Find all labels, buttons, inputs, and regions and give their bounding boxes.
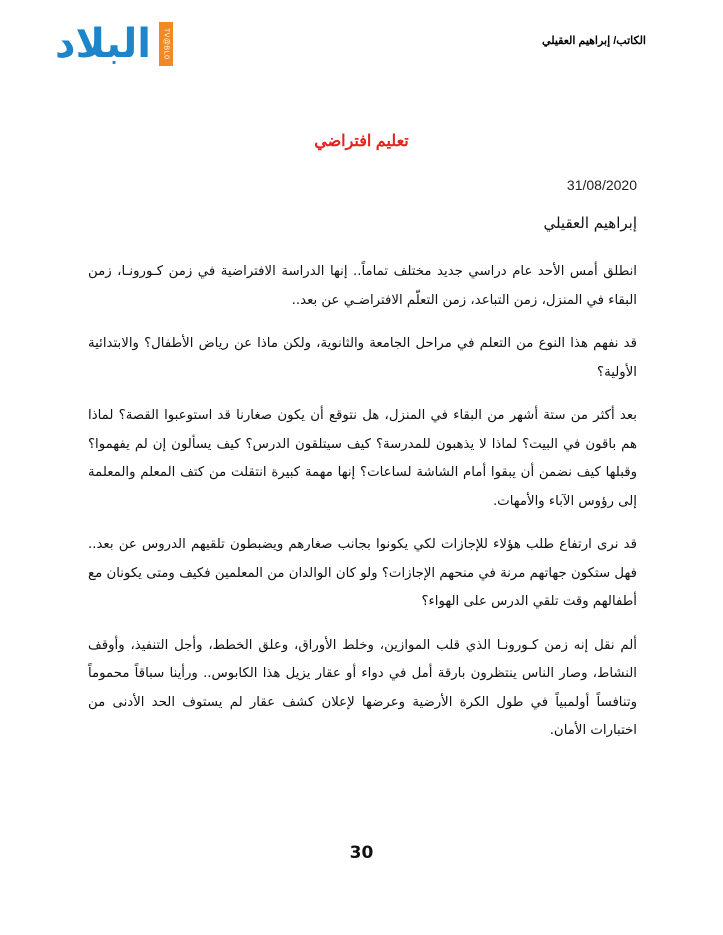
logo-wordmark: البلاد <box>55 21 151 67</box>
paragraph: بعد أكثر من ستة أشهر من البقاء في المنزل، هل نتوقع أن يكون صغارنا قد استوعبوا القصة؟ لماذا هم باقون في البيت؟ لماذا لا يذهبون للمدرسة؟ كيف سيتلقون الدرس؟ كيف يسألون إن لم يفهموا؟ وقبلها كيف نضمن أن يبقوا أمام الشاشة لساعات؟ إنها مهمة كبيرة انتقلت من كتف المعلم والمعلمة إلى رؤوس الآباء والأمهات. <box>88 408 637 509</box>
page-number: 30 <box>349 843 374 863</box>
author-header: الكاتب/ إبراهيم العقيلي <box>542 35 646 47</box>
article-title: تعليم افتراضي <box>314 133 409 150</box>
paragraph: قد نرى ارتفاع طلب هؤلاء للإجازات لكي يكونوا بجانب صغارهم ويضبطون تلقيهم الدروس عن بعد.. فهل ستكون جهاتهم مرنة في منحهم الإجازات؟ ولو كان الوالدان من المعلمين فكيف ومتى يكونان مع أطفالهم وقت تلقي الدرس على الهواء؟ <box>88 537 637 609</box>
logo <box>47 22 173 66</box>
paragraph: ألم نقل إنه زمن كـورونـا الذي قلب الموازين، وخلط الأوراق، وعلق الخطط، وأجل التنفيذ، وأوقف النشاط، وصار الناس ينتظرون بارقة أمل في دواء أو عقار يزيل هذا الكابوس.. ورأينا سباقاً محموماً وتنافساً أولمبياً في طول الكرة الأرضية وعرضها لإعلان كشف عقار لم يستوف الحد الأدنى من اختبارات الأمان. <box>88 637 637 738</box>
paragraph: قد نفهم هذا النوع من التعلم في مراحل الجامعة والثانوية، ولكن ماذا عن رياض الأطفال؟ والابتدائية الأولية؟ <box>88 336 637 380</box>
article-byline: إبراهيم العقيلي <box>543 214 637 232</box>
article-body <box>88 258 637 761</box>
logo-tag: TV@BL0 <box>159 22 173 66</box>
article-date: 31/08/2020 <box>566 177 637 193</box>
paragraph: انطلق أمس الأحد عام دراسي جديد مختلف تماماً.. إنها الدراسة الافتراضية في زمن كـورونـا، زمن البقاء في المنزل، زمن التباعد، زمن التعلّم الافتراضـي عن بعد.. <box>88 264 637 308</box>
